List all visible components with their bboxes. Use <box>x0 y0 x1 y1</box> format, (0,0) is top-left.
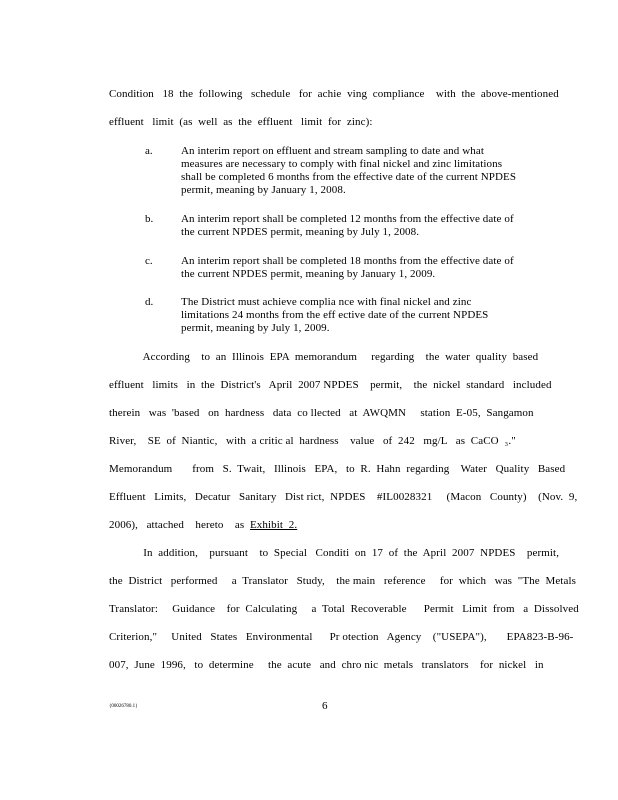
paragraph-2-line-5: 007, June 1996, to determine the acute and chro nic metals translators for nickel in <box>109 659 544 671</box>
paragraph-1-line-4: River, SE of Niantic, with a critic al hardness value of 242 mg/L as CaCO ₃." <box>109 435 516 447</box>
paragraph-1-line-1: According to an Illinois EPA memorandum regarding the water quality based <box>109 351 539 363</box>
paragraph-1-line-2: effluent limits in the District's April 2007 NPDES permit, the nickel standard included <box>109 379 552 391</box>
intro-line-1: Condition 18 the following schedule for achie ving compliance with the above-mentioned <box>109 88 559 100</box>
paragraph-2-line-3: Translator: Guidance for Calculating a Total Recoverable Permit Limit from a Dissolved <box>109 603 579 615</box>
footer-document-id: {00026780.1} <box>109 704 138 709</box>
paragraph-2-line-1: In addition, pursuant to Special Conditi on 17 of the April 2007 NPDES permit, <box>109 547 560 559</box>
paragraph-2-line-2: the District performed a Translator Study, the main reference for which was "The Metals <box>109 575 576 587</box>
paragraph-1-line-3: therein was 'based on hardness data co llected at AWQMN station E-05, Sangamon <box>109 407 534 419</box>
page-number: 6 <box>322 700 328 712</box>
list-item-a: An interim report on effluent and stream sampling to date and what measures are necessary to comply with final nickel and zinc limitations shall be completed 6 months from the effective date of the current NPDES permit, meaning by January 1, 2008. <box>181 145 517 196</box>
paragraph-1-line-7-text: 2006), attached hereto as <box>109 519 250 531</box>
list-item-b: An interim report shall be completed 12 months from the effective date of the current NPDES permit, meaning by July 1, 2008. <box>181 213 514 238</box>
list-marker-a: a. <box>145 145 153 157</box>
list-marker-c: c. <box>145 255 153 267</box>
intro-line-2: effluent limit (as well as the effluent limit for zinc): <box>109 116 373 128</box>
paragraph-1-line-7 <box>109 519 529 532</box>
list-marker-b: b. <box>145 213 154 225</box>
paragraph-1-line-5: Memorandum from S. Twait, Illinois EPA, to R. Hahn regarding Water Quality Based <box>109 463 566 475</box>
paragraph-2-line-4: Criterion," United States Environmental Pr otection Agency ("USEPA"), EPA823-B-96- <box>109 631 574 643</box>
list-item-c: An interim report shall be completed 18 months from the effective date of the current NPDES permit, meaning by January 1, 2009. <box>181 255 514 280</box>
exhibit-2-link[interactable]: Exhibit 2. <box>249 519 298 531</box>
list-marker-d: d. <box>145 296 154 308</box>
list-item-d: The District must achieve complia nce with final nickel and zinc limitations 24 months from the eff ective date of the current NPDES permit, meaning by July 1, 2009. <box>181 296 489 334</box>
paragraph-1-line-6: Effluent Limits, Decatur Sanitary Dist rict, NPDES #IL0028321 (Macon County) (Nov. 9, <box>109 491 578 503</box>
